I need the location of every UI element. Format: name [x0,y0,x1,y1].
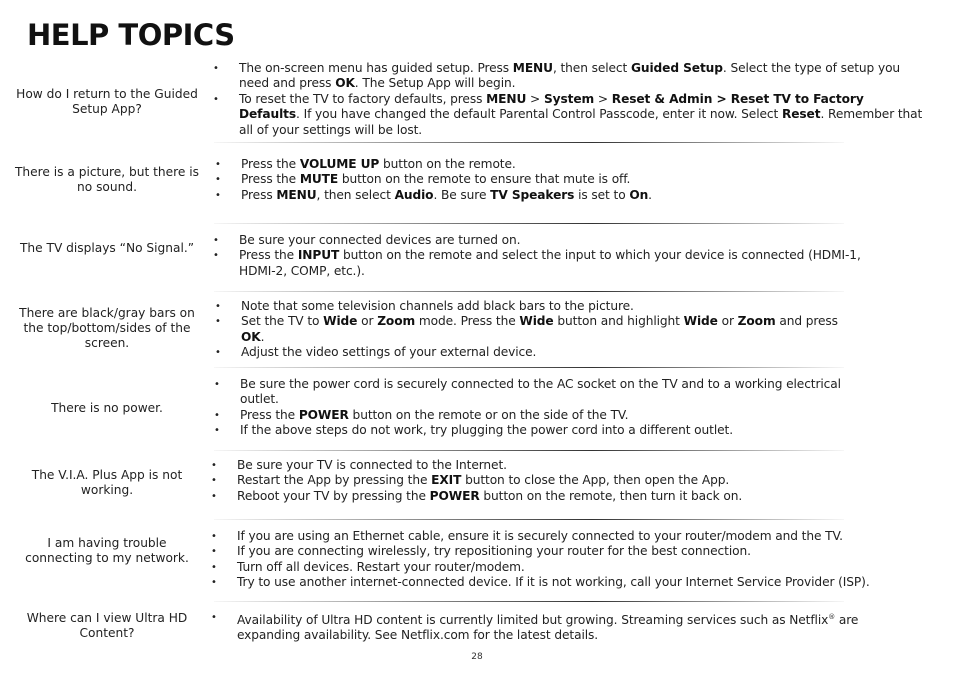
answer-text: Adjust the video settings of your external device. [241,345,537,360]
answer-item [210,92,925,138]
answer-text: Be sure your TV is connected to the Internet. [237,458,507,472]
bullet-icon: • [211,561,217,573]
topic-answers [211,377,871,439]
bullet-icon: • [215,159,221,170]
bullet-icon: • [211,475,217,487]
bullet-icon: • [211,577,217,589]
answer-item [210,233,890,248]
answer-text: Be sure your connected devices are turned on. [239,233,521,247]
answer-text: Try to use another internet-connected device. If it is not working, call your Internet Service Provider (ISP). [237,575,870,590]
topic-answers [212,299,857,361]
bullet-icon: • [211,460,217,471]
answer-text: If the above steps do not work, try plugging the power cord into a different outlet. [240,423,733,438]
answer-item [212,314,857,345]
bullet-icon: • [211,546,217,558]
section-divider [214,291,844,292]
topic-question: There is a picture, but there is no sound. [14,165,199,194]
bullet-icon: • [215,189,221,201]
answer-text: Reboot your TV by pressing the POWER button on the remote, then turn it back on. [237,488,743,503]
section-divider [214,367,844,368]
section-divider [214,519,844,520]
section-divider [214,142,844,143]
bullet-icon: • [214,379,220,390]
bullet-icon: • [214,425,220,437]
section-divider [214,450,844,451]
answer-text: Note that some television channels add black bars to the picture. [241,299,634,313]
section-divider [214,601,844,602]
topic-answers [208,610,898,644]
answer-text: Availability of Ultra HD content is currently limited but growing. Streaming services such as Netflix® are expanding availability. See Netflix.com for the latest details. [237,613,859,643]
topic-question: There are black/gray bars on the top/bottom/sides of the screen. [19,306,195,350]
answer-item [208,489,838,504]
answer-item [210,61,925,92]
bullet-icon: • [211,531,217,542]
answer-item [208,473,838,488]
bullet-icon: • [211,490,217,502]
bullet-icon: • [213,235,219,246]
answer-text: If you are connecting wirelessly, try repositioning your router for the best connection. [237,544,751,559]
answer-text: Turn off all devices. Restart your router/modem. [237,559,525,574]
answer-item [212,299,857,314]
answer-item [210,248,890,279]
answer-item [212,345,857,360]
topic-answers [210,233,890,279]
answer-text: Set the TV to Wide or Zoom mode. Press the Wide button and highlight Wide or Zoom and press OK. [241,314,838,344]
bullet-icon: • [215,174,221,186]
answer-text: Be sure the power cord is securely connected to the AC socket on the TV and to a working electrical outlet. [240,377,841,407]
topic-question: The V.I.A. Plus App is not working. [31,468,183,497]
answer-item [211,377,871,408]
answer-item [212,188,812,203]
topic-question: Where can I view Ultra HD Content? [26,611,188,640]
answer-text: Press the VOLUME UP button on the remote. [241,157,516,171]
answer-item [208,544,948,559]
bullet-icon: • [213,250,219,262]
topic-question: How do I return to the Guided Setup App? [16,87,198,116]
answer-text: If you are using an Ethernet cable, ensure it is securely connected to your router/modem and the TV. [237,529,843,543]
page-title: HELP TOPICS [27,18,235,52]
answer-item [208,610,898,644]
answer-text: Press the INPUT button on the remote and select the input to which your device is connected (HDMI-1, HDMI-2, COMP, etc.). [239,248,861,278]
bullet-icon: • [211,612,217,623]
bullet-icon: • [215,301,221,312]
answer-text: The on-screen menu has guided setup. Press MENU, then select Guided Setup. Select the type of setup you need and press OK. The Setup App will begin. [239,61,901,91]
answer-item [211,408,871,423]
topic-question: The TV displays “No Signal.” [19,241,195,255]
answer-item [208,575,948,590]
topic-answers [208,458,838,504]
answer-item [212,157,812,172]
topic-answers [208,529,948,591]
bullet-icon: • [215,316,221,328]
answer-item [211,423,871,438]
topic-answers [212,157,812,203]
section-divider [214,223,844,224]
answer-item [208,529,948,544]
answer-text: To reset the TV to factory defaults, press MENU > System > Reset & Admin > Reset TV to Factory Defaults. If you have changed the default Parental Control Passcode, enter it now. Select Reset. Remember that all of your settings will be lost. [239,91,923,137]
answer-item [208,458,838,473]
topic-answers [210,61,925,138]
topic-question: There is no power. [51,401,163,415]
answer-text: Press the POWER button on the remote or on the side of the TV. [240,407,629,422]
answer-text: Press MENU, then select Audio. Be sure TV Speakers is set to On. [241,187,652,202]
answer-item [208,560,948,575]
answer-text: Press the MUTE button on the remote to ensure that mute is off. [241,172,631,187]
bullet-icon: • [213,93,219,105]
bullet-icon: • [215,347,221,359]
answer-item [212,172,812,187]
bullet-icon: • [214,409,220,421]
answer-text: Restart the App by pressing the EXIT button to close the App, then open the App. [237,473,730,488]
topic-question: I am having trouble connecting to my network. [25,536,189,565]
page-number: 28 [471,652,483,662]
bullet-icon: • [213,63,219,74]
